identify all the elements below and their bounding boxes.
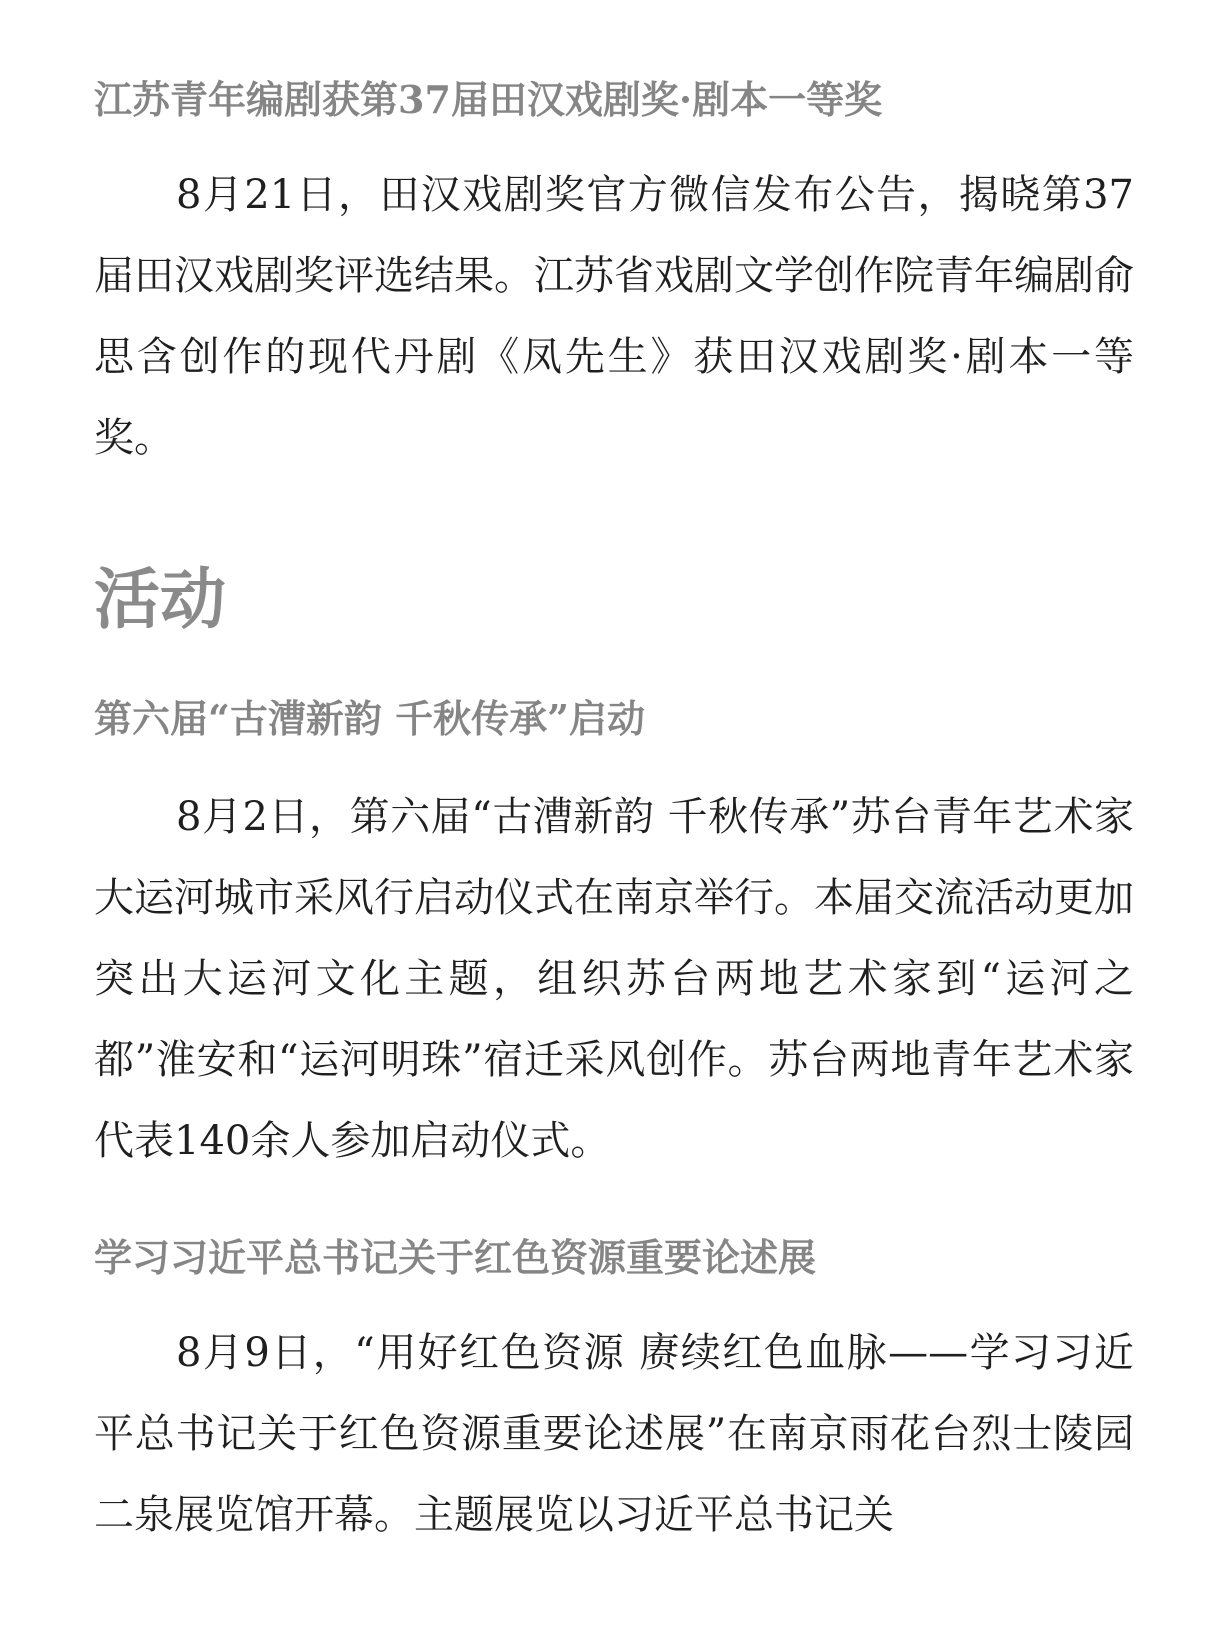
article-heading-sutai-artists: 第六届“古漕新韵 千秋传承”启动 [94,696,645,741]
article-body-tianhan-award: 8月21日，田汉戏剧奖官方微信发布公告，揭晓第37届田汉戏剧奖评选结果。江苏省戏剧文学创作院青年编剧俞思含创作的现代丹剧《凤先生》获田汉戏剧奖·剧本一等奖。 [94,172,1134,461]
article-body-sutai-artists: 8月2日，第六届“古漕新韵 千秋传承”苏台青年艺术家大运河城市采风行启动仪式在南京举行。本届交流活动更加突出大运河文化主题，组织苏台两地艺术家到“运河之都”淮安和“运河明珠”宿迁采风创作。苏台两地青年艺术家代表140余人参加启动仪式。 [94,794,1134,1164]
section-title-activities: 活动 [94,561,226,638]
article-heading-red-resources-exhibition: 学习习近平总书记关于红色资源重要论述展 [94,1235,817,1280]
article-heading-tianhan-award: 江苏青年编剧获第37届田汉戏剧奖·剧本一等奖 [94,77,883,122]
article-body-red-resources-exhibition: 8月9日，“用好红色资源 赓续红色血脉——学习习近平总书记关于红色资源重要论述展”在南京雨花台烈士陵园二泉展览馆开幕。主题展览以习近平总书记关 [94,1330,1134,1538]
